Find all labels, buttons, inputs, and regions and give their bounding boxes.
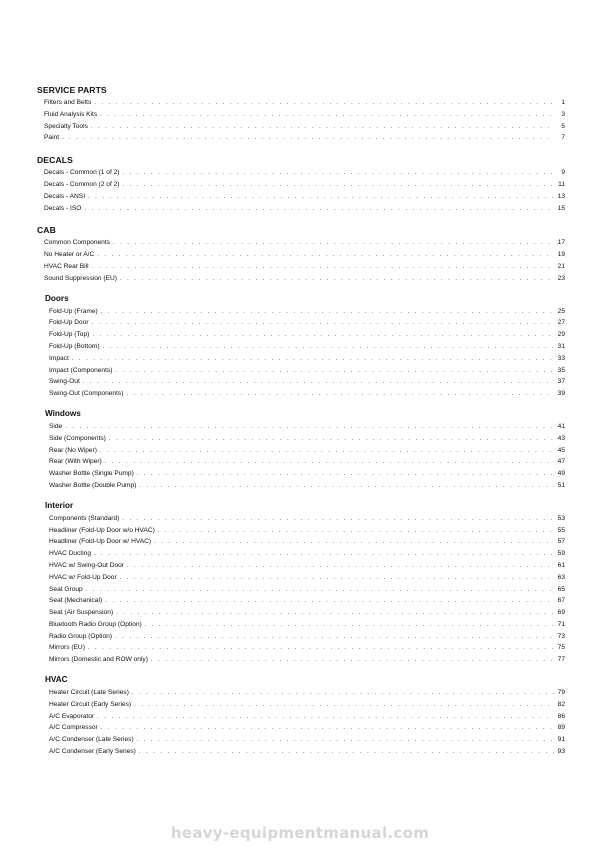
table-of-contents	[37, 84, 565, 758]
entry-page: 55	[557, 526, 565, 534]
entry-page: 49	[557, 470, 565, 478]
toc-entry[interactable]	[49, 584, 565, 596]
entry-page: 93	[557, 748, 565, 756]
entry-page: 89	[557, 724, 565, 732]
toc-entry[interactable]	[49, 306, 565, 318]
entry-page: 41	[557, 422, 565, 430]
toc-entry[interactable]	[44, 191, 565, 203]
entry-label: Paint	[44, 134, 60, 142]
entry-label: Headliner (Fold-Up Door w/ HVAC)	[49, 538, 152, 546]
entry-page: 65	[557, 585, 565, 593]
entry-label: Sound Suppression (EU)	[44, 274, 117, 282]
entry-page: 53	[557, 514, 565, 522]
entry-page: 35	[557, 366, 565, 374]
entry-label: No Heater or A/C	[44, 251, 95, 259]
toc-subsection-windows	[37, 408, 565, 492]
toc-entry[interactable]	[49, 421, 565, 433]
entry-label: Decals - Common (2 of 2)	[44, 180, 120, 188]
entry-page: 29	[557, 331, 565, 339]
entry-page: 43	[557, 434, 565, 442]
toc-entry[interactable]	[49, 433, 565, 445]
entry-label: Headliner (Fold-Up Door w/o HVAC)	[49, 526, 155, 534]
entry-page: 3	[561, 110, 565, 118]
toc-entry[interactable]	[44, 237, 565, 249]
toc-entry[interactable]	[49, 722, 565, 734]
toc-entry[interactable]	[44, 121, 565, 133]
entry-label: HVAC w/ Swing-Out Door	[49, 561, 124, 569]
entry-label: Mirrors (EU)	[49, 644, 85, 652]
toc-entry[interactable]	[49, 746, 565, 758]
toc-entry[interactable]	[49, 654, 565, 666]
toc-entry[interactable]	[49, 480, 565, 492]
toc-entry[interactable]	[49, 456, 565, 468]
toc-entry[interactable]	[49, 536, 565, 548]
entry-label: Side (Components)	[49, 434, 106, 442]
entry-page: 39	[557, 390, 565, 398]
entry-label: A/C Condenser (Early Series)	[49, 748, 136, 756]
entry-page: 75	[557, 644, 565, 652]
entry-page: 31	[557, 342, 565, 350]
entry-label: Decals - Common (1 of 2)	[44, 169, 120, 177]
entry-page: 19	[557, 251, 565, 259]
entry-label: A/C Evaporator	[49, 712, 95, 720]
entry-label: Filters and Belts	[44, 99, 92, 106]
toc-subsection-hvac	[37, 674, 565, 758]
entry-label: HVAC Ducting	[49, 550, 92, 558]
toc-subsection-doors	[37, 293, 565, 400]
entry-label: Mirrors (Domestic and ROW only)	[49, 656, 148, 664]
subsection-title: Windows	[45, 408, 81, 418]
entry-page: 5	[561, 122, 565, 130]
entry-label: Fold-Up Door	[49, 319, 89, 327]
subsection-title: Interior	[45, 500, 74, 510]
entry-page: 79	[557, 689, 565, 697]
entry-label: Impact	[49, 354, 69, 362]
entry-label: Fold-Up (Top)	[49, 331, 90, 339]
toc-section-service-parts	[37, 84, 565, 144]
entry-page: 61	[557, 561, 565, 569]
entry-page: 91	[557, 736, 565, 744]
entry-page: 21	[557, 262, 565, 270]
entry-label: HVAC w/ Fold-Up Door	[49, 573, 117, 581]
entry-label: Fold-Up (Bottom)	[49, 342, 100, 350]
toc-entry[interactable]	[44, 132, 565, 144]
toc-entry[interactable]	[49, 699, 565, 711]
entry-label: Radio Group (Option)	[49, 632, 113, 640]
entry-label: Common Components	[44, 239, 110, 247]
toc-entry[interactable]	[49, 353, 565, 365]
toc-entry[interactable]	[44, 167, 565, 179]
toc-entry[interactable]	[49, 711, 565, 723]
toc-entry[interactable]	[44, 273, 565, 285]
entry-page: 67	[557, 597, 565, 605]
toc-entry[interactable]	[44, 203, 565, 215]
toc-entry[interactable]	[49, 631, 565, 643]
entry-page: 27	[557, 319, 565, 327]
toc-entry[interactable]	[49, 734, 565, 746]
entry-label: Swing-Out	[49, 378, 80, 386]
entry-label: Fluid Analysis Kits	[44, 110, 98, 118]
entry-label: Rear (With Wiper)	[49, 458, 102, 466]
subsection-title: HVAC	[45, 675, 68, 685]
toc-entry[interactable]	[44, 179, 565, 191]
entry-label: A/C Condenser (Late Series)	[49, 736, 134, 744]
entry-page: 51	[557, 481, 565, 489]
toc-entry[interactable]	[49, 687, 565, 699]
entry-page: 77	[557, 656, 565, 664]
toc-section-decals	[37, 154, 565, 214]
entry-page: 73	[557, 632, 565, 640]
toc-entry[interactable]	[49, 619, 565, 631]
toc-entry[interactable]	[49, 525, 565, 537]
section-title: CAB	[37, 225, 56, 236]
toc-entry[interactable]	[49, 595, 565, 607]
toc-entry[interactable]	[49, 560, 565, 572]
entry-page: 37	[557, 378, 565, 386]
toc-subsection-interior	[37, 500, 565, 666]
toc-entry[interactable]	[49, 548, 565, 560]
toc-entry[interactable]	[49, 376, 565, 388]
toc-entry[interactable]	[49, 365, 565, 377]
toc-entry[interactable]	[49, 642, 565, 654]
entry-page: 86	[557, 712, 565, 720]
entry-label: Bluetooth Radio Group (Option)	[49, 620, 142, 628]
toc-entry[interactable]	[49, 317, 565, 329]
toc-entry[interactable]	[49, 572, 565, 584]
entry-page: 63	[557, 573, 565, 581]
entry-label: Washer Bottle (Double Pump)	[49, 481, 137, 489]
toc-entry[interactable]	[49, 329, 565, 341]
entry-page: 11	[558, 180, 565, 188]
toc-entry[interactable]	[49, 468, 565, 480]
entry-page: 15	[557, 204, 565, 212]
entry-label: A/C Compressor	[49, 724, 98, 732]
toc-entry[interactable]	[49, 607, 565, 619]
toc-entry[interactable]	[49, 388, 565, 400]
entry-label: Impact (Components)	[49, 366, 113, 374]
entry-label: Rear (No Wiper)	[49, 446, 97, 454]
toc-entry[interactable]	[49, 445, 565, 457]
toc-entry[interactable]	[44, 261, 565, 273]
entry-page: 23	[557, 274, 565, 282]
entry-page: 13	[557, 192, 565, 200]
entry-page: 33	[557, 354, 565, 362]
entry-page: 71	[557, 620, 565, 628]
entry-page: 57	[557, 538, 565, 546]
entry-page: 45	[557, 446, 565, 454]
entry-page: 1	[561, 99, 565, 106]
entry-label: Heater Circuit (Early Series)	[49, 700, 132, 708]
entry-page: 69	[557, 609, 565, 617]
entry-label: Seat (Air Suspension)	[49, 609, 114, 617]
entry-label: Decals - ISO	[44, 204, 82, 212]
entry-label: Seat Group	[49, 585, 83, 593]
toc-entry[interactable]	[44, 249, 565, 261]
entry-label: Specialty Tools	[44, 122, 88, 130]
entry-label: Washer Bottle (Single Pump)	[49, 470, 134, 478]
entry-label: Swing-Out (Components)	[49, 390, 124, 398]
subsection-title: Doors	[45, 293, 69, 303]
watermark: heavy-equipmentmanual.com	[170, 824, 430, 842]
toc-section-cab	[37, 224, 565, 757]
entry-page: 25	[557, 307, 565, 315]
entry-label: HVAC Rear Bill	[44, 262, 89, 270]
toc-entry[interactable]	[49, 513, 565, 525]
toc-entry[interactable]	[44, 97, 565, 109]
entry-label: Fold-Up (Frame)	[49, 307, 98, 315]
entry-page: 47	[557, 458, 565, 466]
entry-label: Components (Standard)	[49, 514, 120, 522]
section-title: DECALS	[37, 155, 73, 166]
section-title: SERVICE PARTS	[37, 85, 107, 95]
toc-entry[interactable]	[44, 109, 565, 121]
entry-label: Seat (Mechanical)	[49, 597, 103, 605]
entry-page: 59	[557, 550, 565, 558]
toc-entry[interactable]	[49, 341, 565, 353]
entry-page: 7	[561, 134, 565, 142]
entry-label: Side	[49, 422, 63, 430]
entry-label: Decals - ANSI	[44, 192, 86, 200]
entry-label: Heater Circuit (Late Series)	[49, 689, 129, 697]
entry-page: 82	[557, 700, 565, 708]
entry-page: 17	[557, 239, 565, 247]
entry-page: 9	[561, 169, 565, 177]
